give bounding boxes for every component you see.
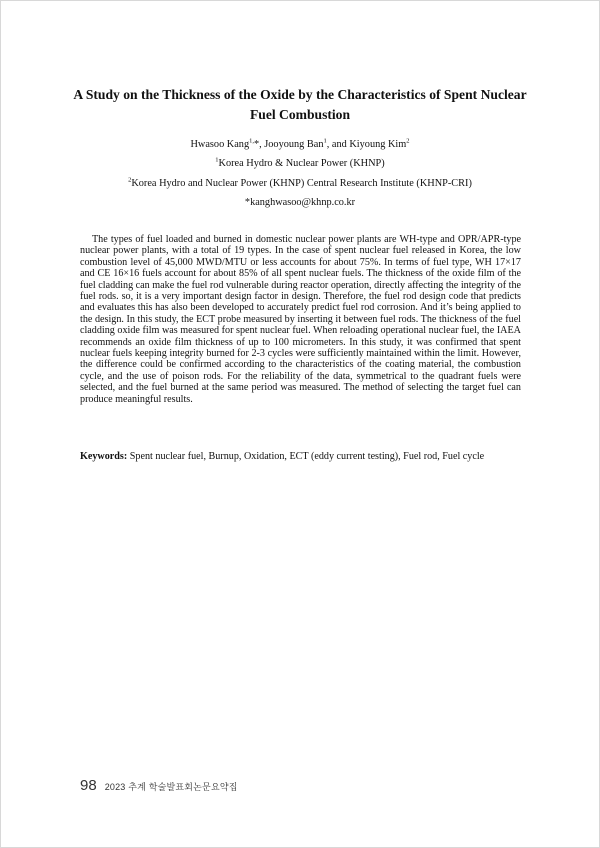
affiliation-text: Korea Hydro & Nuclear Power (KHNP): [218, 158, 385, 169]
affiliation-superscript: 1: [215, 156, 219, 164]
corresponding-email: *kanghwasoo@khnp.co.kr: [244, 197, 356, 208]
affiliation-1: [60, 157, 540, 171]
author-superscript: 1: [323, 137, 327, 145]
author-superscript: 2: [406, 137, 410, 145]
page-number: 98: [80, 777, 97, 794]
paper-title: A Study on the Thickness of the Oxide by the Characteristics of Spent Nuclear Fuel Combustion: [73, 87, 527, 122]
keywords-paragraph: [80, 451, 521, 462]
author-separator: , and: [326, 139, 350, 150]
author-separator: *,: [253, 139, 265, 150]
affiliation-text: Korea Hydro and Nuclear Power (KHNP) Central Research Institute (KHNP-CRI): [131, 178, 472, 189]
affiliation-superscript: 2: [128, 176, 132, 184]
keywords-label: Keywords:: [80, 451, 128, 462]
author-superscript: 1,: [249, 137, 254, 145]
author-name: Jooyoung Ban: [264, 139, 324, 150]
keywords-text: Spent nuclear fuel, Burnup, Oxidation, ECT (eddy current testing), Fuel rod, Fuel cycle: [129, 451, 485, 462]
author-line: [60, 138, 540, 152]
page-footer: [80, 777, 238, 794]
author-name: Kiyoung Kim: [349, 139, 407, 150]
author-name: Hwasoo Kang: [190, 139, 250, 150]
proceedings-title: 2023 추계 학술발표회논문요약집: [104, 782, 238, 792]
affiliation-2: [60, 177, 540, 191]
abstract-paragraph: The types of fuel loaded and burned in domestic nuclear power plants are WH-type and OPR/APR-type nuclear power plants, with a total of 19 types. In the case of spent nuclear fuel released in Korea, the low combustion level of 45,000 MWD/MTU or less accounts for about 75%. In terms of fuel type, WH 17×17 and CE 16×16 fuels account for about 85% of all spent nuclear fuels. The thickness of the oxide film of the fuel cladding can make the fuel rod vulnerable during reactor operation, directly affecting the integrity of the fuel rods. so, it is a very important design factor in design. Therefore, the fuel rod design code that predicts and evaluates this has also been developed to accurately predict fuel rod corrosion. And it’s being applied to the design. In this study, the ECT probe measured by inserting it between fuel rods. The thickness of the fuel cladding oxide film was measured for spent nuclear fuel. When reloading operational nuclear fuel, the IAEA recommends an oxide film thickness of up to 100 micrometers. In this study, it was confirmed that spent nuclear fuels keeping integrity burned for 2-3 cycles were sufficiently maintained within the limit. However, the difference could be confirmed according to the characteristics of the coating material, the combustion cycle, and the use of poison rods. For the reliability of the data, symmetrical to the quadrant fuels were selected, and the fuel burned at the same period was measured. The method of selecting the target fuel can produce meaningful results.: [80, 234, 521, 405]
